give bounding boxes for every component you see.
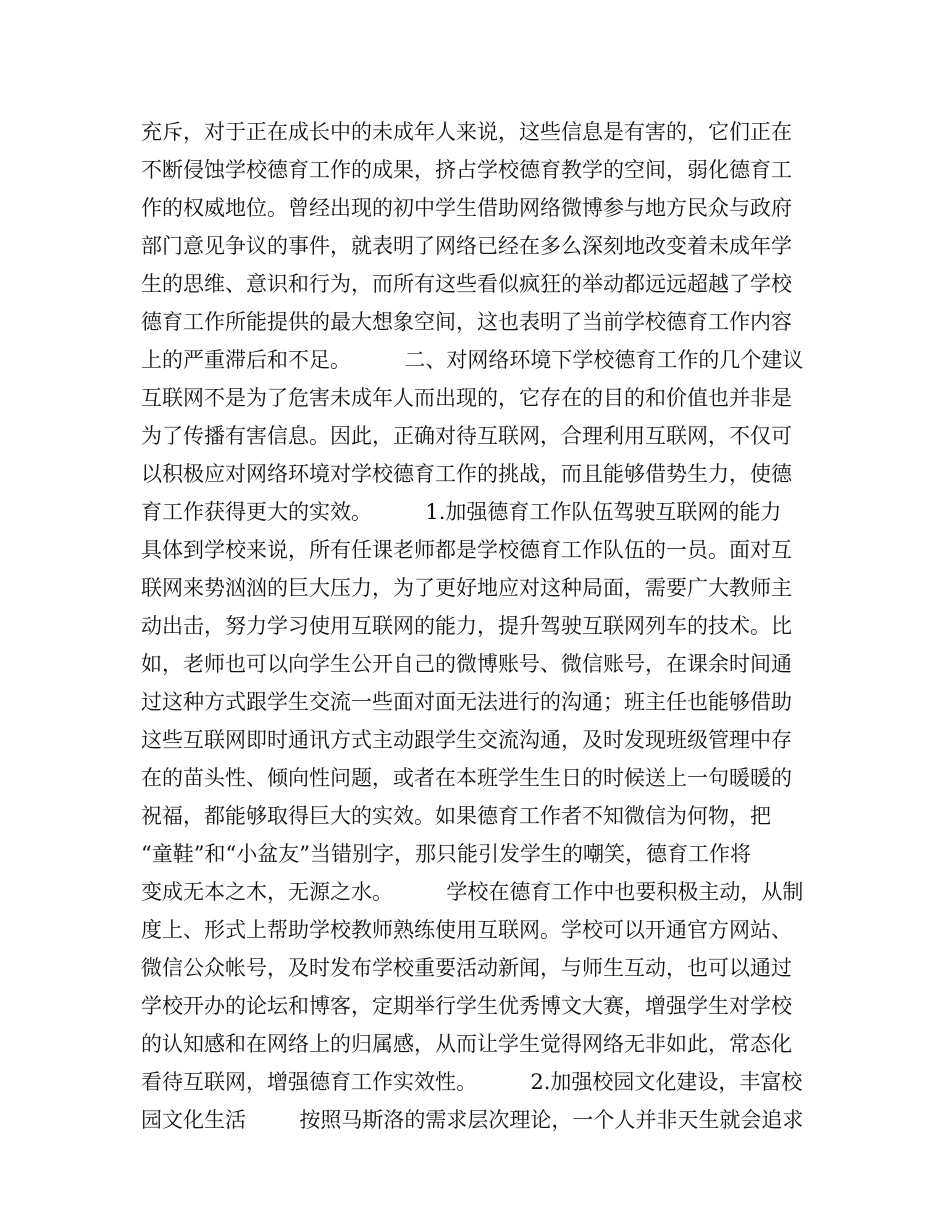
text-line: 不断侵蚀学校德育工作的成果，挤占学校德育教学的空间，弱化德育工 bbox=[141, 158, 792, 182]
text-line: 上的严重滞后和不足。 二、对网络环境下学校德育工作的几个建议 bbox=[141, 348, 804, 372]
text-line: “童鞋”和“小盆友”当错别字，那只能引发学生的嘲笑，德育工作将 bbox=[141, 842, 751, 866]
text-line: 这些互联网即时通讯方式主动跟学生交流沟通，及时发现班级管理中存 bbox=[141, 728, 792, 752]
text-line: 育工作获得更大的实效。 1.加强德育工作队伍驾驶互联网的能力 bbox=[141, 500, 782, 524]
text-line: 学校开办的论坛和博客，定期举行学生优秀博文大赛，增强学生对学校 bbox=[141, 994, 792, 1018]
document-body bbox=[141, 113, 821, 1139]
text-line: 变成无本之木，无源之水。 学校在德育工作中也要积极主动，从制 bbox=[141, 880, 804, 904]
text-line: 看待互联网，增强德育工作实效性。 2.加强校园文化建设，丰富校 bbox=[141, 1070, 803, 1094]
text-line: 园文化生活 按照马斯洛的需求层次理论，一个人并非天生就会追求 bbox=[141, 1108, 804, 1132]
text-line: 生的思维、意识和行为，而所有这些看似疯狂的举动都远远超越了学校 bbox=[141, 272, 792, 296]
text-line: 充斥，对于正在成长中的未成年人来说，这些信息是有害的，它们正在 bbox=[141, 120, 792, 144]
text-line: 微信公众帐号，及时发布学校重要活动新闻，与师生互动，也可以通过 bbox=[141, 956, 792, 980]
text-line: 以积极应对网络环境对学校德育工作的挑战，而且能够借势生力，使德 bbox=[141, 462, 792, 486]
text-line: 动出击，努力学习使用互联网的能力，提升驾驶互联网列车的技术。比 bbox=[141, 614, 792, 638]
text-line: 在的苗头性、倾向性问题，或者在本班学生生日的时候送上一句暖暖的 bbox=[141, 766, 792, 790]
text-line: 祝福，都能够取得巨大的实效。如果德育工作者不知微信为何物，把 bbox=[141, 804, 771, 828]
text-line: 具体到学校来说，所有任课老师都是学校德育工作队伍的一员。面对互 bbox=[141, 538, 792, 562]
text-line: 如，老师也可以向学生公开自己的微博账号、微信账号，在课余时间通 bbox=[141, 652, 792, 676]
text-line: 度上、形式上帮助学校教师熟练使用互联网。学校可以开通官方网站、 bbox=[141, 918, 792, 942]
text-line: 联网来势汹汹的巨大压力，为了更好地应对这种局面，需要广大教师主 bbox=[141, 576, 792, 600]
text-line: 作的权威地位。曾经出现的初中学生借助网络微博参与地方民众与政府 bbox=[141, 196, 792, 220]
text-line: 互联网不是为了危害未成年人而出现的，它存在的目的和价值也并非是 bbox=[141, 386, 792, 410]
text-line: 为了传播有害信息。因此，正确对待互联网，合理利用互联网，不仅可 bbox=[141, 424, 792, 448]
text-line: 德育工作所能提供的最大想象空间，这也表明了当前学校德育工作内容 bbox=[141, 310, 792, 334]
text-line: 过这种方式跟学生交流一些面对面无法进行的沟通；班主任也能够借助 bbox=[141, 690, 792, 714]
text-line: 的认知感和在网络上的归属感，从而让学生觉得网络无非如此，常态化 bbox=[141, 1032, 792, 1056]
text-line: 部门意见争议的事件，就表明了网络已经在多么深刻地改变着未成年学 bbox=[141, 234, 792, 258]
